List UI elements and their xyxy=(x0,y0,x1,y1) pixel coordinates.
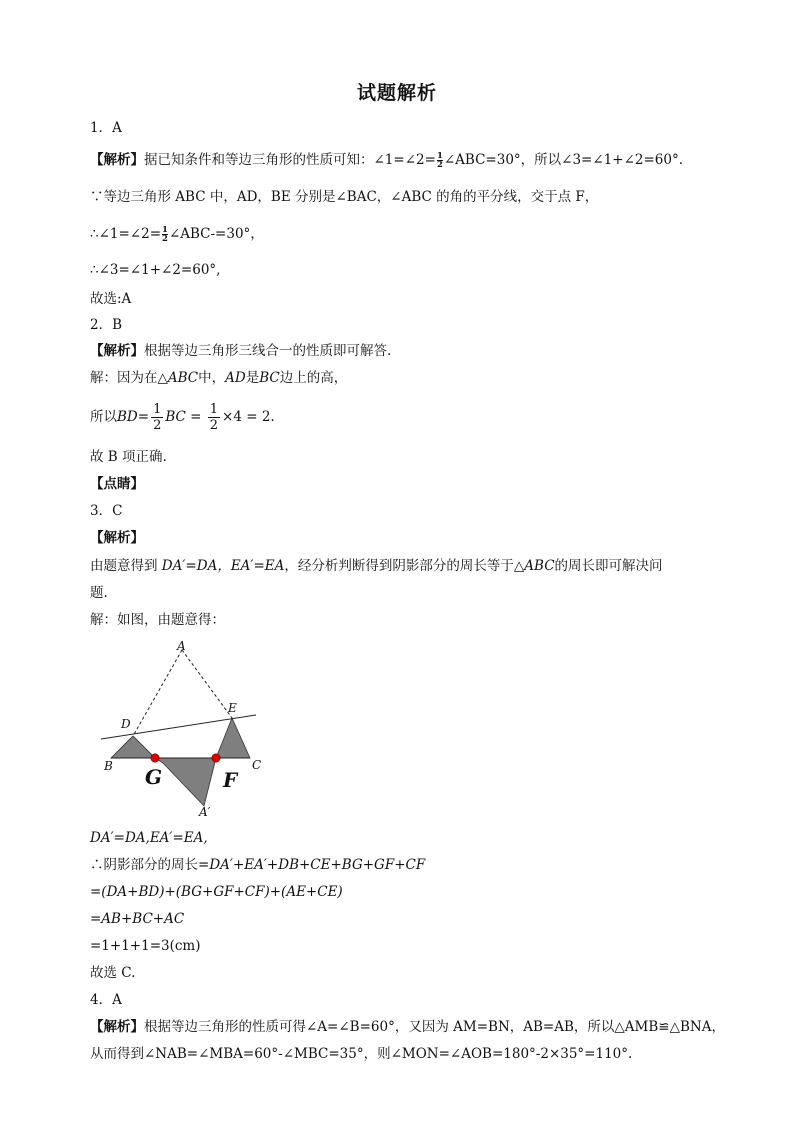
label-f: F xyxy=(223,768,238,792)
q2-line3-frac-den: 2 xyxy=(153,418,162,433)
q2-line2-c: 是 xyxy=(245,370,260,386)
q1-line3-frac-num: 1 xyxy=(162,225,168,235)
q2-analysis-tag: 【解析】 xyxy=(90,343,144,359)
q3-choice: 故选 C. xyxy=(90,965,136,981)
q3-line1-c: 的周长即可解决问 xyxy=(554,558,663,574)
label-c: C xyxy=(252,758,262,772)
q2-line3-frac2-den: 2 xyxy=(209,418,219,433)
q3-line1-math: DA′=DA，EA′=EA xyxy=(157,558,285,574)
q2-line2-b: 中， xyxy=(198,370,226,386)
q3-analysis-tag xyxy=(90,529,144,547)
shaded-triangle-fec xyxy=(216,718,250,758)
q1-answer: 1．A xyxy=(90,120,122,136)
q2-answer: 2．B xyxy=(90,317,123,333)
q3-analysis-tag-text: 【解析】 xyxy=(90,530,144,546)
q1-line4: ∴∠3=∠1+∠2=60°, xyxy=(90,262,221,278)
q3-line1-a: 由题意得到 xyxy=(90,558,158,574)
q4-analysis-tag: 【解析】 xyxy=(90,1019,144,1035)
q1-analysis xyxy=(90,151,683,169)
q1-analysis-text-b: ∠ABC=30°，所以∠3=∠1+∠2=60°. xyxy=(443,152,684,168)
shaded-triangle-bdg xyxy=(111,736,155,758)
q1-line2: ∵等边三角形 ABC 中，AD，BE 分别是∠BAC，∠ABC 的角的平分线，交于点 F， xyxy=(90,189,599,205)
label-e: E xyxy=(228,701,237,715)
label-d: D xyxy=(121,717,131,731)
q1-analysis-text-a: 据已知条件和等边三角形的性质可知：∠1=∠2= xyxy=(144,152,436,168)
point-g xyxy=(151,754,159,762)
q3-eq1: DA′=DA,EA′=EA, xyxy=(90,830,208,846)
q1-analysis-frac-num: 1 xyxy=(436,151,443,161)
page-title: 试题解析 xyxy=(356,82,437,104)
point-f xyxy=(212,754,220,762)
q2-line2 xyxy=(90,369,347,387)
q3-line1 xyxy=(90,557,663,575)
q3-eq2-a: ∴阴影部分的周长= xyxy=(90,857,210,873)
q1-line3-b: ∠ABC-=30°， xyxy=(168,226,264,242)
q1-analysis-frac-den: 2 xyxy=(436,160,443,170)
q2-analysis-text: 根据等边三角形三线合一的性质即可解答. xyxy=(144,343,392,359)
q2-line3-frac-num: 1 xyxy=(153,402,162,417)
q4-line1 xyxy=(90,1018,725,1036)
q2-line3-a: 所以 xyxy=(90,409,117,425)
label-b: B xyxy=(104,759,113,773)
q1-choice: 故选:A xyxy=(90,291,132,307)
q2-line2-a: 解：因为在 xyxy=(90,370,158,386)
q3-line1-triangle: △ABC xyxy=(513,558,555,574)
q2-line2-bc: BC xyxy=(259,370,280,386)
q4-line2: 从而得到∠NAB=∠MBA=60°-∠MBC=35°，则∠MON=∠AOB=180°-2×35°=110°. xyxy=(90,1046,633,1062)
label-g: G xyxy=(145,765,163,789)
q2-comment-tag-text: 【点睛】 xyxy=(90,476,144,492)
q1-line3-fraction xyxy=(162,226,168,243)
q4-line1-text: 根据等边三角形的性质可得∠A=∠B=60°，又因为 AM=BN，AB=AB，所以△AMB≌△BNA， xyxy=(144,1019,725,1035)
q1-line3 xyxy=(90,225,264,243)
q2-line3-eq2: = xyxy=(185,409,206,425)
dashed-lines xyxy=(133,650,232,736)
label-a-prime: A′ xyxy=(199,805,211,819)
q4-answer: 4．A xyxy=(90,992,122,1008)
q3-eq3: =(DA+BD)+(BG+GF+CF)+(AE+CE) xyxy=(90,884,343,900)
q2-line3-bd: BD xyxy=(117,409,138,425)
label-a: A xyxy=(177,639,186,653)
q2-line2-ad: AD xyxy=(225,370,246,386)
q3-line1-cont: 题. xyxy=(90,585,108,601)
q2-line3-fraction2 xyxy=(208,402,220,433)
q1-analysis-tag: 【解析】 xyxy=(90,152,144,168)
q2-line3-frac2-num: 1 xyxy=(209,402,219,417)
q2-analysis xyxy=(90,342,391,360)
q3-line2: 解：如图，由题意得： xyxy=(90,612,225,628)
geometry-figure xyxy=(98,638,278,823)
q3-answer: 3．C xyxy=(90,503,123,519)
shaded-regions xyxy=(111,718,250,806)
q2-line2-triangle: △ABC xyxy=(157,370,199,386)
q1-line3-a: ∴∠1=∠2= xyxy=(90,226,162,242)
q3-eq2 xyxy=(90,856,425,874)
q2-line4: 故 B 项正确. xyxy=(90,449,167,465)
q3-eq5: =1+1+1=3(cm) xyxy=(90,938,201,954)
q1-analysis-fraction xyxy=(437,152,443,169)
q2-line3-bc: BC xyxy=(165,409,186,425)
q3-eq4: =AB+BC+AC xyxy=(90,911,185,927)
q3-line1-b: ，经分析判断得到阴影部分的周长等于 xyxy=(284,558,514,574)
q2-line3-fraction xyxy=(151,402,163,433)
q3-eq2-b: DA′+EA′+DB+CE+BG+GF+CF xyxy=(209,857,426,873)
dashed-line-ad xyxy=(133,650,182,736)
q2-line3-eq: = xyxy=(137,409,150,425)
shaded-quad-ga-f xyxy=(155,758,216,806)
q2-line3 xyxy=(90,398,275,436)
q2-line3-tail: ×4 = 2. xyxy=(222,409,275,425)
q1-line3-frac-den: 2 xyxy=(162,234,168,244)
q2-comment-tag xyxy=(90,475,144,493)
q2-line2-d: 边上的高， xyxy=(279,370,348,386)
dashed-line-ae xyxy=(182,650,232,718)
